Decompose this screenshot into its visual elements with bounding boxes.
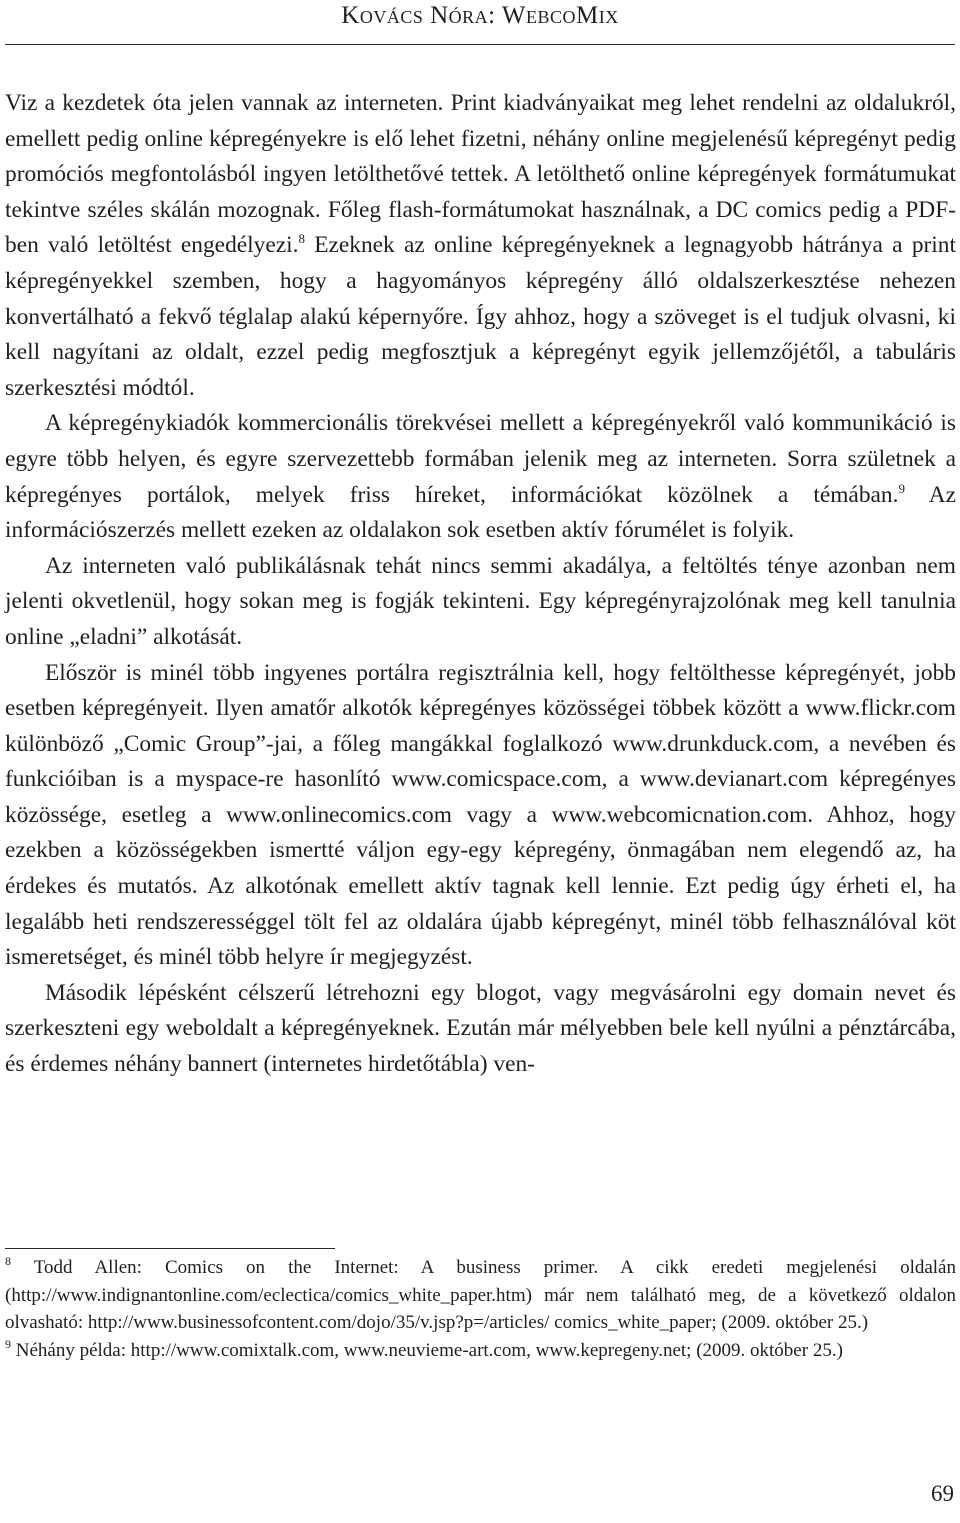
paragraph-2-part-b: Az információszerzés mellett ezeken az oldalakon sok esetben aktív fórumélet is folyik. (5, 481, 956, 544)
paragraph-4: Először is minél több ingyenes portálra regisztrálnia kell, hogy feltölthesse képregényét, jobb esetben képregényeit. Ilyen amatőr alkotók képregényes közösségei többek között a www.flickr.com különböző „Comic Group”-jai, a főleg mangákkal foglalkozó www.drunkduck.com, a nevében és funkcióiban is a myspace-re hasonlító www.comicspace.com, a www.devianart.com képregényes közössége, esetleg a www.onlinecomics.com vagy a www.webcomicnation.com. Ahhoz, hogy ezekben a közösségekben ismertté váljon egy-egy képregény, önmagában nem elegendő az, ha érdekes és mutatós. Az alkotónak emellett aktív tagnak kell lennie. Ezt pedig úgy érheti el, ha legalább heti rendszerességgel tölt fel az oldalára újabb képregényt, minél több felhasználóval köt ismeretséget, és minél több helyre ír megjegyzést. (5, 659, 956, 971)
footnote-9 (5, 1337, 956, 1365)
page-number: 69 (931, 1481, 954, 1506)
running-header: Kovács Nóra: WebcoMix (341, 2, 619, 29)
footnote-8-text: Todd Allen: Comics on the Internet: A business primer. A cikk eredeti megjelenési oldalán (http://www.indignantonline.com/eclectica/comics_white_paper.htm) már nem található meg, de a következő oldalon olvasható: http://www.businessofcontent.com/dojo/35/v.jsp?p=/articles/ comics_white_paper; (2009. október 25.) (5, 1257, 956, 1334)
footnote-rule (5, 1248, 335, 1249)
paragraph-3: Az interneten való publikálásnak tehát nincs semmi akadálya, a feltöltés ténye azonban nem jelenti okvetlenül, hogy sokan meg is fogják tekinteni. Egy képregényrajzolónak meg kell tanulnia online „eladni” alkotását. (5, 552, 956, 650)
footnote-8-marker: 8 (5, 1254, 11, 1268)
paragraph-5: Második lépésként célszerű létrehozni egy blogot, vagy megvásárolni egy domain nevet és szerkeszteni egy weboldalt a képregényeknek. Ezután már mélyebben bele kell nyúlni a pénztárcába, és érdemes néhány bannert (internetes hirdetőtábla) ven- (5, 979, 956, 1078)
body-text (5, 86, 956, 1083)
paragraph-1 (5, 86, 956, 406)
paragraph-1-part-b: Ezeknek az online képregényeknek a legnagyobb hátránya a print képregényekkel szemben, hogy a hagyományos képregény álló oldalszerkesztése nehezen konvertálható a fekvő téglalap alakú képernyőre. Így ahhoz, hogy a szöveget is el tudjuk olvasni, ki kell nagyítani az oldalt, ezzel pedig megfosztjuk a képregényt egyik jellemzőjétől, a tabuláris szerkesztési módtól. (5, 232, 956, 401)
footnote-ref-8: 8 (298, 231, 305, 247)
footnote-8 (5, 1254, 956, 1337)
footnote-ref-9: 9 (898, 480, 905, 496)
footnotes (5, 1254, 956, 1365)
paragraph-2-part-a: A képregénykiadók kommercionális törekvései mellett a képregényekről való kommunikáció is egyre több helyen, és egyre szervezettebb formában jelenik meg az interneten. Sorra születnek a képregényes portálok, melyek friss híreket, információkat közölnek a témában. (5, 410, 956, 508)
paragraph-1-part-a: Viz a kezdetek óta jelen vannak az interneten. Print kiadványaikat meg lehet rendelni az oldalukról, emellett pedig online képregényekre is elő lehet fizetni, néhány online megjelenésű képregényt pedig promóciós megfontolásból ingyen letölthetővé tettek. A letölthető online képregények formátumukat tekintve széles skálán mozognak. Főleg flash-formátumokat használnak, a DC comics pedig a PDF-ben való letöltést engedélyezi. (5, 90, 956, 259)
footnote-9-marker: 9 (5, 1337, 11, 1352)
paragraph-2 (5, 406, 956, 548)
header-rule (5, 44, 955, 45)
footnote-9-text: Néhány példa: http://www.comixtalk.com, www.neuvieme-art.com, www.kepregeny.net; (2009. október 25.) (11, 1340, 843, 1362)
